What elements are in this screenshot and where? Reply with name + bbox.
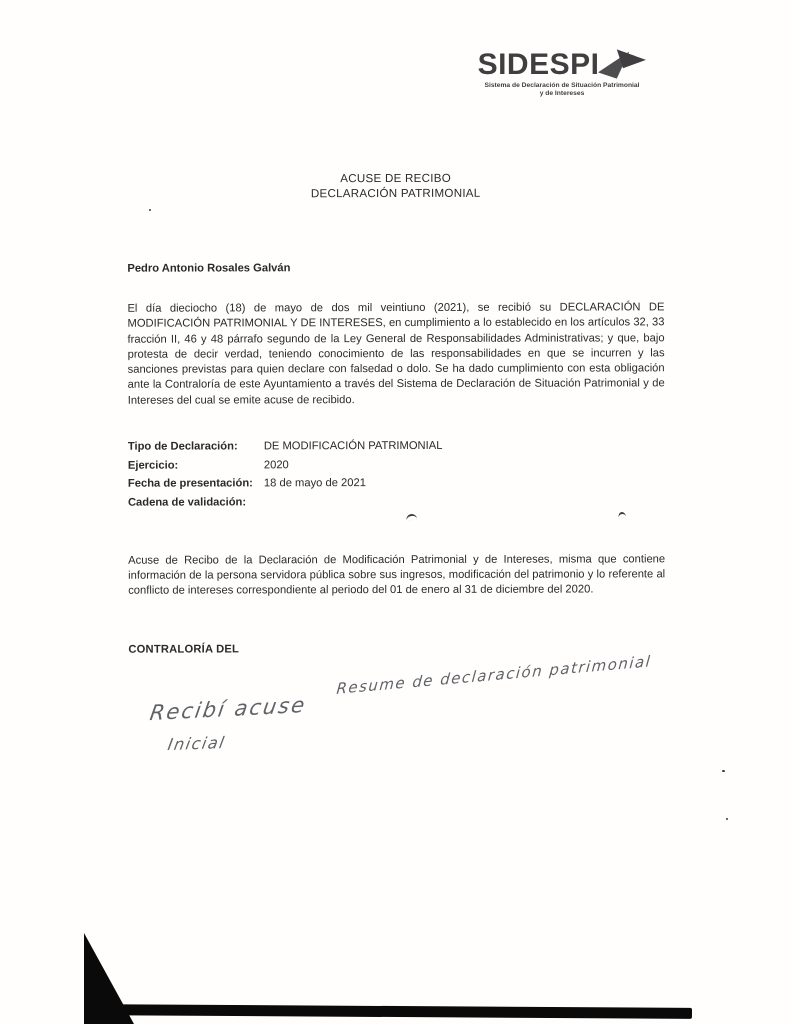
- handwritten-receipt-line1: Recibí acuse: [148, 692, 309, 726]
- field-label-tipo: Tipo de Declaración:: [127, 440, 238, 453]
- field-value-ejercicio: 2020: [263, 458, 289, 471]
- field-value-fecha: 18 de mayo de 2021: [263, 477, 366, 490]
- handwritten-receipt-line2: Inicial: [166, 732, 227, 755]
- footer-paragraph: Acuse de Recibo de la Declaración de Modificación Patrimonial y de Intereses, misma que contiene información de la persona servidora pública sobre sus ingresos, modificación del patrimonio y lo referente al conflicto de intereses correspondiente al periodo del 01 de enero al 31 de diciembre del 2020.: [128, 552, 666, 597]
- declaration-fields: [128, 438, 665, 509]
- body-paragraph: El día dieciocho (18) de mayo de dos mil veintiuno (2021), se recibió su DECLARACIÓN DE MODIFICACIÓN PATRIMONIAL Y DE INTERESES, en cumplimiento a lo establecido en los artículos 32, 33 fracción II, 46 y 48 párrafo segundo de la Ley General de Responsabilidades Administrativas; y que, bajo protesta de decir verdad, teniendo conocimiento de las responsabilidades en que se incurren y las sanciones previstas para quien declare con falsedad o dolo. Se ha dado cumplimiento con esta obligación ante la Contraloría de este Ayuntamiento a través del Sistema de Declaración de Situación Patrimonial y de Intereses del cual se emite acuse de recibido.: [127, 301, 665, 407]
- logo-wordmark: SIDESPI: [477, 48, 600, 81]
- recipient-name: Pedro Antonio Rosales Galván: [127, 262, 291, 275]
- scan-speck: [722, 770, 725, 772]
- field-label-cadena: Cadena de validación:: [127, 495, 247, 509]
- handwritten-note: Resume de declaración patrimonial: [335, 652, 653, 698]
- field-label-ejercicio: Ejercicio:: [127, 459, 179, 472]
- document-title: [127, 0, 665, 202]
- document-title-line2: DECLARACIÓN PATRIMONIAL: [310, 186, 481, 201]
- signature-title: CONTRALORÍA DEL: [128, 643, 240, 657]
- field-value-tipo: DE MODIFICACIÓN PATRIMONIAL: [263, 439, 443, 453]
- scan-speck: [149, 209, 151, 211]
- scan-speck: [726, 818, 728, 820]
- field-label-fecha: Fecha de presentación:: [127, 477, 253, 490]
- field-value-cadena: [264, 494, 665, 509]
- document-title-line1: ACUSE DE RECIBO: [340, 171, 451, 186]
- logo-subtitle: Sistema de Declaración de Situación Patrimonial y de Intereses: [484, 82, 640, 97]
